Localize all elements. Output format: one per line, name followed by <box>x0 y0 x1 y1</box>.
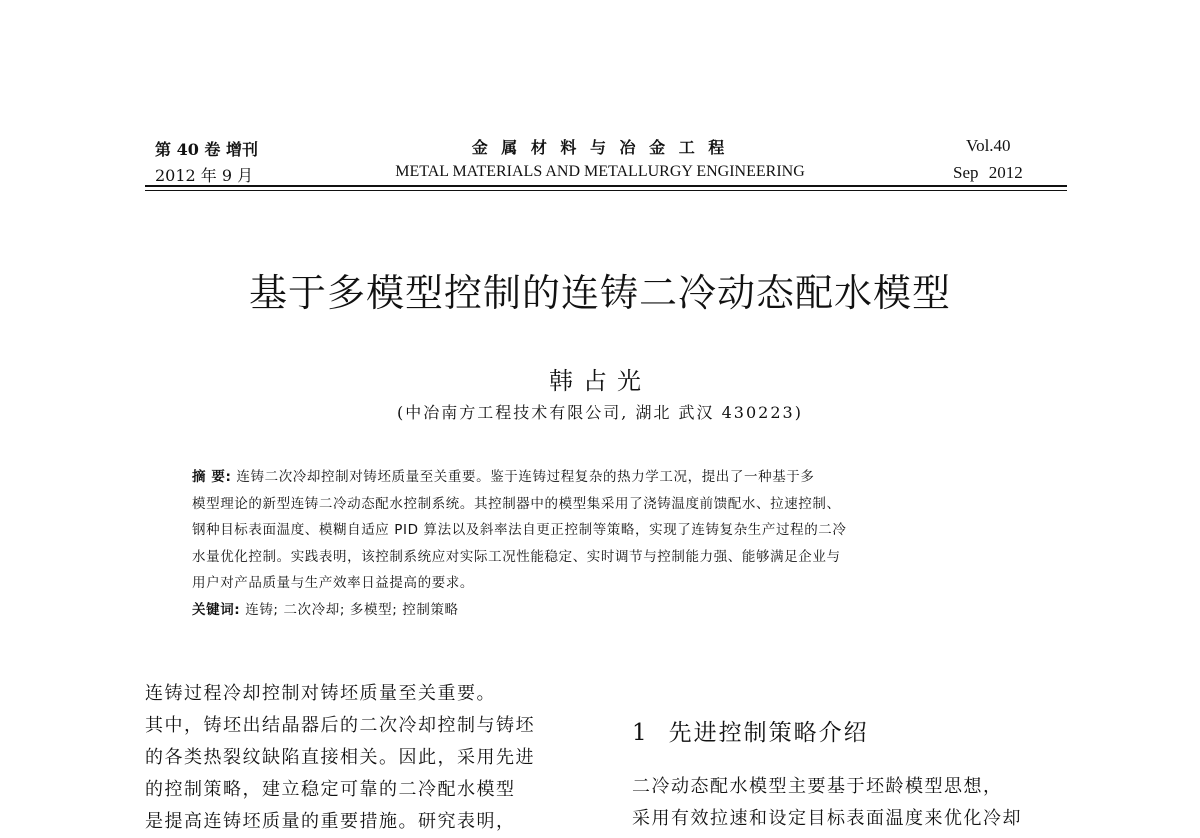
header-rule-thin <box>145 190 1067 191</box>
section-heading <box>632 714 869 747</box>
abstract <box>192 464 1032 623</box>
section-title: 先进控制策略介绍 <box>668 720 869 746</box>
body-line: 采用有效拉速和设定目标表面温度来优化冷却 <box>632 808 1022 829</box>
body-line: 的控制策略，建立稳定可靠的二冷配水模型 <box>145 779 516 800</box>
keywords-label: 关键词: <box>192 601 241 618</box>
body-line: 其中，铸坯出结晶器后的二次冷却控制与铸坯 <box>145 715 535 736</box>
abstract-line: 摘 要: 连铸二次冷却控制对铸坯质量至关重要。鉴于连铸过程复杂的热力学工况，提出了一种基于多 <box>192 469 815 485</box>
abstract-line: 模型理论的新型连铸二冷动态配水控制系统。其控制器中的模型集采用了浇铸温度前馈配水、拉速控制、 <box>192 495 841 512</box>
abstract-line: 水量优化控制。实践表明，该控制系统应对实际工况性能稳定、实时调节与控制能力强、能够满足企业与 <box>192 548 841 565</box>
abstract-line: 用户对产品质量与生产效率日益提高的要求。 <box>192 575 474 591</box>
body-left-column <box>145 678 595 838</box>
keywords-line <box>192 597 1032 624</box>
author: 韩占光 <box>549 367 651 395</box>
keywords: 连铸; 二次冷却; 多模型; 控制策略 <box>245 601 459 618</box>
abstract-label: 摘 要: <box>192 469 232 485</box>
body-line: 的各类热裂纹缺陷直接相关。因此，采用先进 <box>145 747 535 768</box>
body-line: 二冷动态配水模型主要基于坯龄模型思想， <box>632 776 1003 797</box>
abstract-line: 钢种目标表面温度、模糊自适应 PID 算法以及斜率法自更正控制等策略，实现了连铸复杂生产过程的二冷 <box>192 522 847 538</box>
body-line: 连铸过程冷却控制对铸坯质量至关重要。 <box>145 683 496 704</box>
body-line: 是提高连铸坯质量的重要措施。研究表明， <box>145 811 516 832</box>
paper-title: 基于多模型控制的连铸二冷动态配水模型 <box>248 271 951 315</box>
affiliation: (中冶南方工程技术有限公司, 湖北 武汉 430223) <box>397 403 803 422</box>
section-number: 1 <box>632 720 649 746</box>
journal-title-cn: 金 属 材 料 与 冶 金 工 程 <box>471 138 729 157</box>
date-en: Sep 2012 <box>953 163 1023 182</box>
volume-en: Vol.40 <box>966 136 1011 155</box>
body-right-column <box>632 771 1072 835</box>
journal-title-en: METAL MATERIALS AND METALLURGY ENGINEERING <box>395 163 805 180</box>
volume-cn: 第 40 卷 增刊 <box>155 140 258 159</box>
date-cn: 2012 年 9 月 <box>155 166 254 185</box>
header-rule-thick <box>145 185 1067 187</box>
